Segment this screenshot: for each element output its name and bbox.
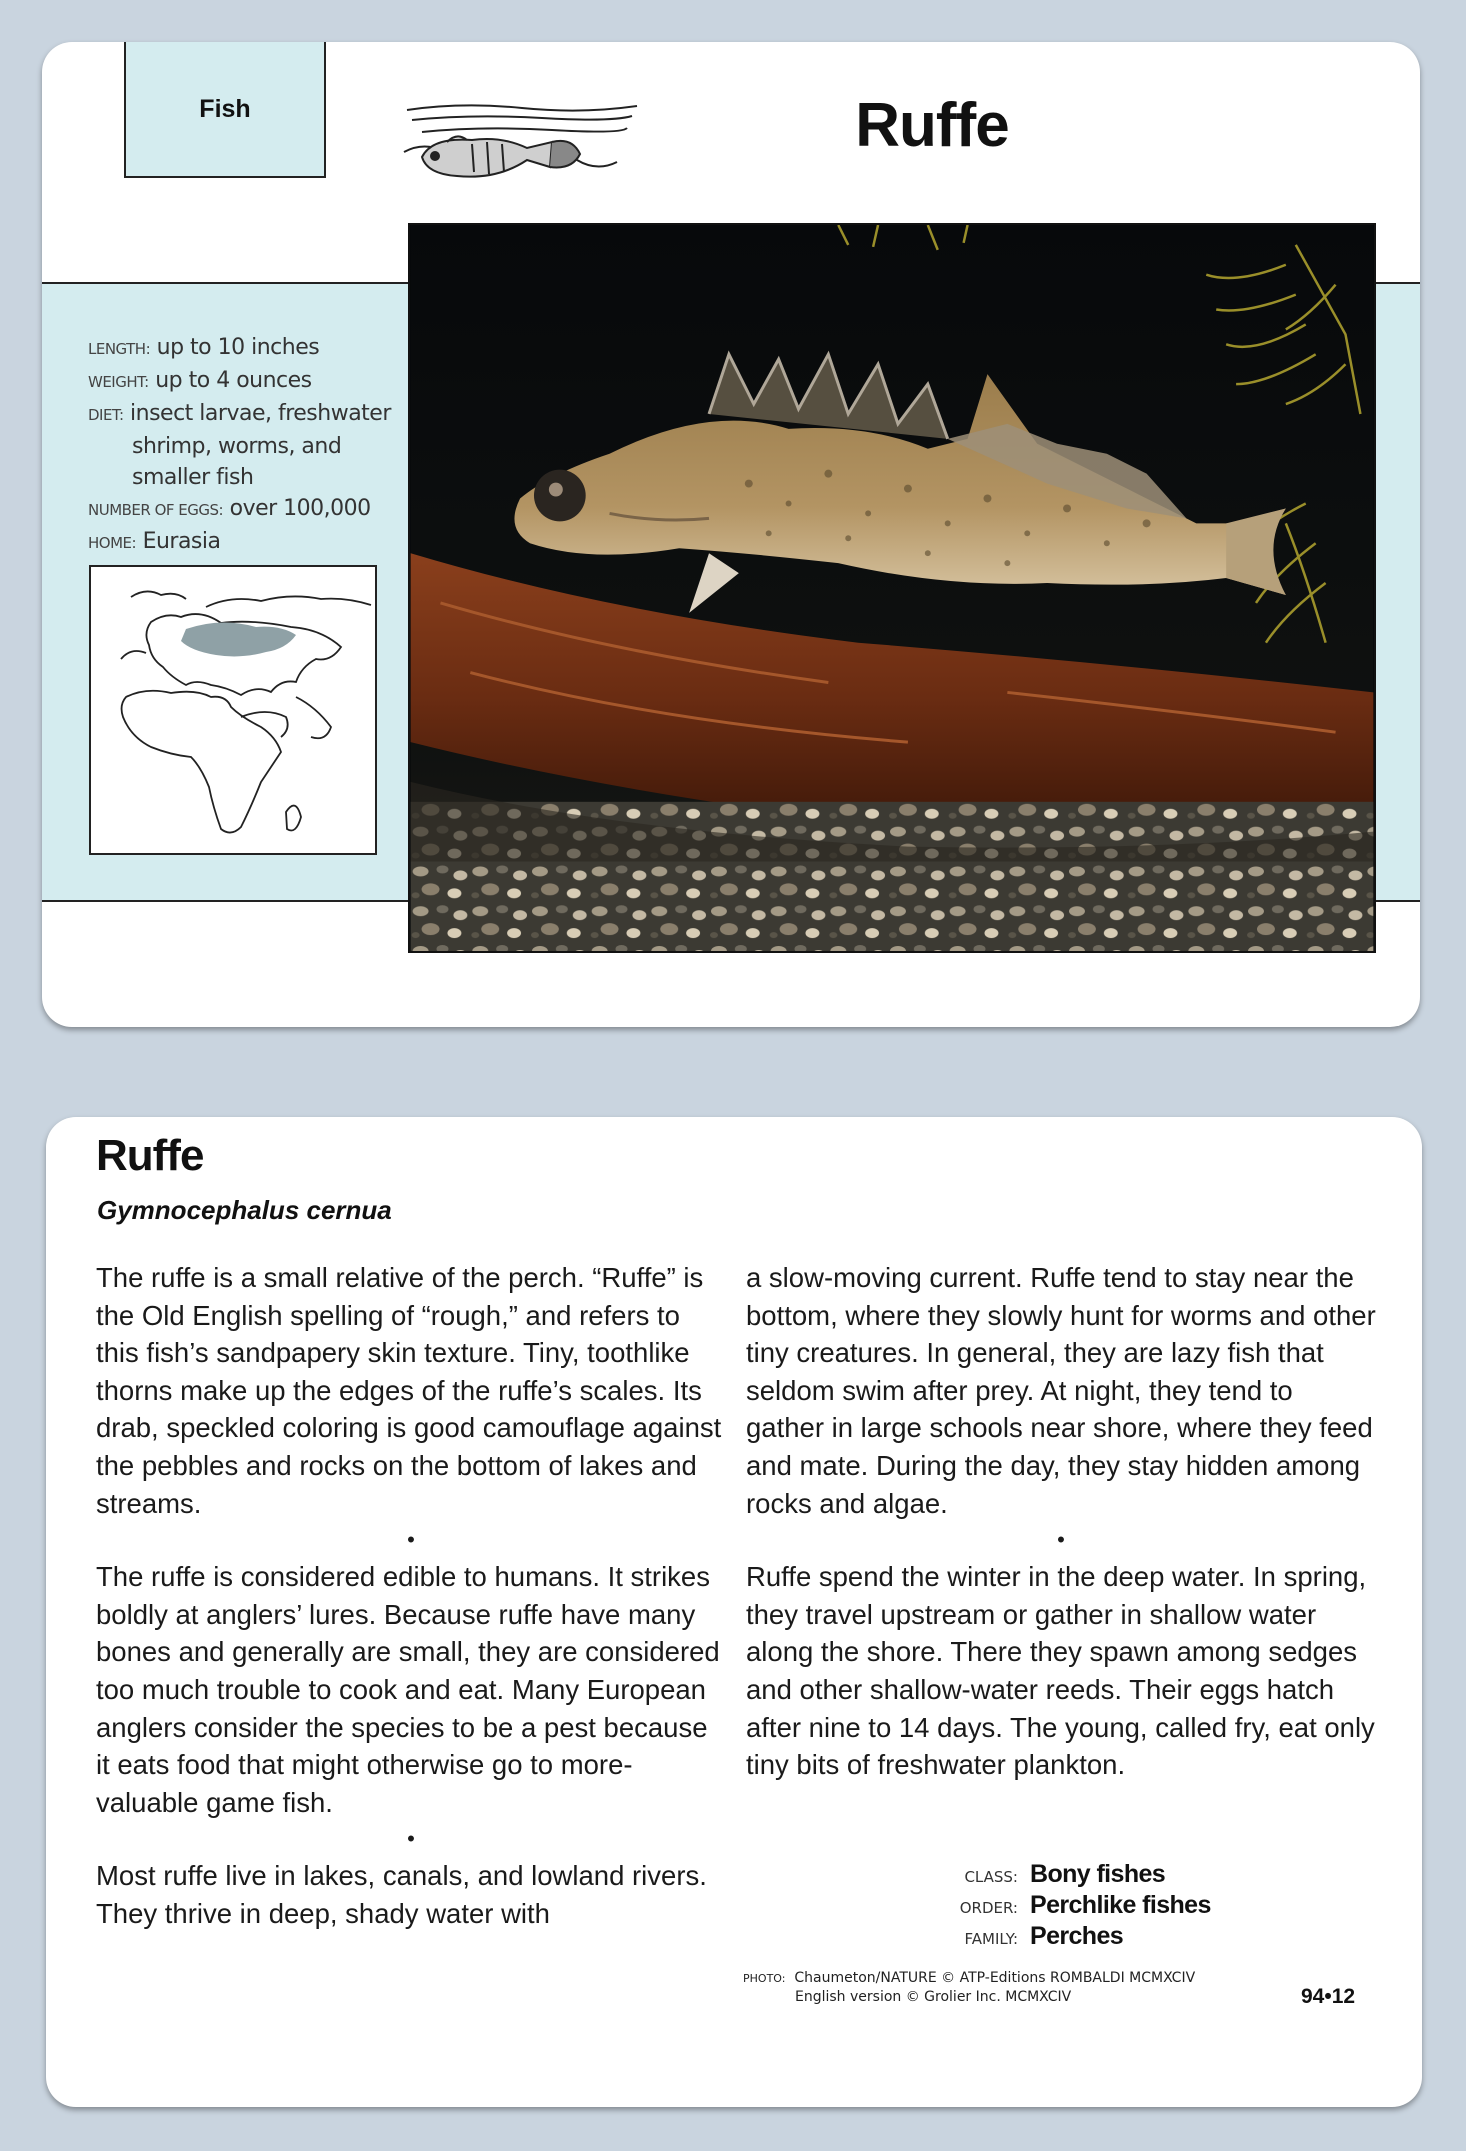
range-shading [181, 622, 296, 656]
fact-length: LENGTH: up to 10 inches [88, 335, 320, 360]
taxonomy-class: CLASS: Bony fishes [964, 1860, 1166, 1888]
paragraph: Ruffe spend the winter in the deep water. In spring, they travel upstream or gather in shallow water along the shore. There they spawn among sedges and other shallow-water reeds. Their eggs hatch after nine to 14 days. The young, called fry, eat only tiny bits of freshwater plankton. [746, 1561, 1375, 1781]
taxonomy-block [946, 1859, 1246, 1952]
fish-habitat-sketch-icon [402, 92, 642, 192]
category-label: Fish [199, 94, 251, 123]
bullet-divider: • [407, 1826, 415, 1852]
fact-eggs: NUMBER OF EGGS: over 100,000 [88, 496, 371, 521]
fact-weight: WEIGHT: up to 4 ounces [88, 368, 312, 393]
card-number: 94•12 [1301, 1985, 1356, 2008]
bullet-divider: • [1057, 1527, 1065, 1553]
page-title: Ruffe [855, 91, 1009, 160]
paragraph: The ruffe is a small relative of the perch. “Ruffe” is the Old English spelling of “rough,” and refers to this fish’s sandpapery skin texture. Tiny, toothlike thorns make up the edges of the ruffe’s scales. Its drab, speckled coloring is good camouflage against the pebbles and rocks on the bottom of lakes and streams. [96, 1262, 722, 1519]
text-column-right [746, 1259, 1376, 1784]
fact-diet: DIET: insect larvae, freshwater shrimp, worms, and smaller fish [88, 401, 391, 490]
facts-panel [88, 332, 418, 559]
fish-photo [408, 223, 1376, 953]
fact-home: HOME: Eurasia [88, 529, 221, 554]
paragraph: a slow-moving current. Ruffe tend to stay near the bottom, where they slowly hunt for worms and other tiny creatures. In general, they are lazy fish that seldom swim after prey. At night, they tend to gather in large schools near shore, where they feed and mate. During the day, they stay hidden among rocks and algae. [746, 1262, 1376, 1519]
back-title: Ruffe [96, 1131, 204, 1180]
front-card [42, 42, 1420, 1027]
taxonomy-family: FAMILY: Perches [964, 1922, 1124, 1950]
photo-credits: PHOTO: Chaumeton/NATURE © ATP-Editions ROMBALDI MCMXCIV English version © Grolier Inc. MCMXCIV [743, 1970, 1196, 2005]
category-tab [124, 42, 326, 178]
text-column-left [96, 1259, 726, 1933]
scientific-name: Gymnocephalus cernua [97, 1195, 392, 1225]
range-map [89, 565, 377, 855]
taxonomy-order: ORDER: Perchlike fishes [959, 1891, 1211, 1919]
bullet-divider: • [407, 1527, 415, 1553]
paragraph: The ruffe is considered edible to humans. It strikes boldly at anglers’ lures. Because ruffe have many bones and generally are small, they are considered too much trouble to cook and eat. Many European anglers consider the species to be a pest because it eats food that might otherwise go to more-valuable game fish. [96, 1561, 720, 1818]
paragraph: Most ruffe live in lakes, canals, and lowland rivers. They thrive in deep, shady water with [96, 1860, 707, 1929]
back-card [46, 1117, 1422, 2107]
